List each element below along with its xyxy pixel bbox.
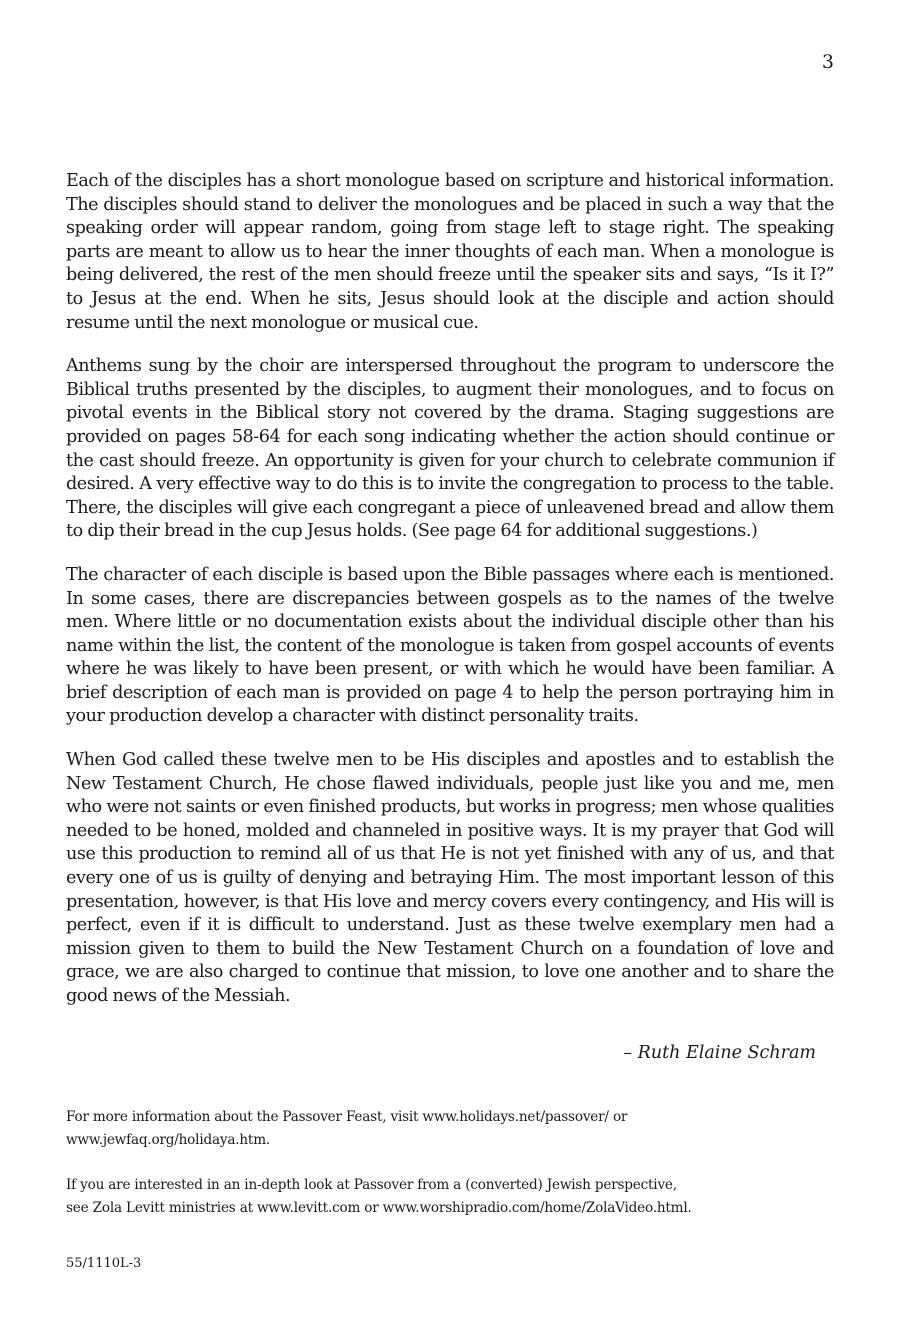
page-number: 3 bbox=[821, 51, 834, 73]
footnote-passover-info bbox=[66, 1106, 846, 1152]
footnote-perspective-line-2: see Zola Levitt ministries at www.levitt.com or www.worshipradio.com/home/ZolaVideo.html. bbox=[66, 1200, 692, 1216]
footnote-passover-line-1: For more information about the Passover Feast, visit www.holidays.net/passover/ or bbox=[66, 1109, 628, 1125]
footnotes bbox=[66, 1106, 846, 1242]
paragraph-character: The character of each disciple is based upon the Bible passages where each is mentioned. In some cases, there are discrepancies between gospels as to the names of the twelve men. Where little or no documentation exists about the individual disciple other than his name within the list, the content of the monologue is taken from gospel accounts of events where he was likely to have been present, or with which he would have been familiar. A brief description of each man is provided on page 4 to help the person portraying him in your production develop a character with distinct personality traits. bbox=[66, 564, 834, 727]
paragraph-twelve-men: When God called these twelve men to be His disciples and apostles and to establish the New Testament Church, He chose flawed individuals, people just like you and me, men who were not saints or even finished products, but works in progress; men whose qualities needed to be honed, molded and channeled in positive ways. It is my prayer that God will use this production to remind all of us that He is not yet finished with any of us, and that every one of us is guilty of denying and betraying Him. The most important lesson of this presentation, however, is that His love and mercy covers every contingency, and His will is perfect, even if it is difficult to understand. Just as these twelve exemplary men had a mission given to them to build the New Testament Church on a foundation of love and grace, we are also charged to continue that mission, to love one another and to share the good news of the Messiah. bbox=[66, 750, 834, 1006]
footnote-perspective-line-1: If you are interested in an in-depth look at Passover from a (converted) Jewish perspective, bbox=[66, 1177, 677, 1193]
footnote-jewish-perspective bbox=[66, 1174, 846, 1220]
paragraph-monologues: Each of the disciples has a short monologue based on scripture and historical information. The disciples should stand to deliver the monologues and be placed in such a way that the speaking order will appear random, going from stage left to stage right. The speaking parts are meant to allow us to hear the inner thoughts of each man. When a monologue is being delivered, the rest of the men should freeze until the speaker sits and says, “Is it I?” to Jesus at the end. When he sits, Jesus should look at the disciple and action should resume until the next monologue or musical cue. bbox=[66, 171, 834, 333]
body-text bbox=[66, 170, 834, 1029]
author-signature: – Ruth Elaine Schram bbox=[623, 1043, 816, 1063]
footnote-passover-line-2: www.jewfaq.org/holidaya.htm. bbox=[66, 1132, 271, 1148]
product-code: 55/1110L-3 bbox=[66, 1256, 142, 1271]
paragraph-anthems: Anthems sung by the choir are interspersed throughout the program to underscore the Biblical truths presented by the disciples, to augment their monologues, and to focus on pivotal events in the Biblical story not covered by the drama. Staging suggestions are provided on pages 58-64 for each song indicating whether the action should continue or the cast should freeze. An opportunity is given for your church to celebrate communion if desired. A very effective way to do this is to invite the congregation to process to the table. There, the disciples will give each congregant a piece of unleavened bread and allow them to dip their bread in the cup Jesus holds. (See page 64 for additional suggestions.) bbox=[66, 356, 834, 542]
